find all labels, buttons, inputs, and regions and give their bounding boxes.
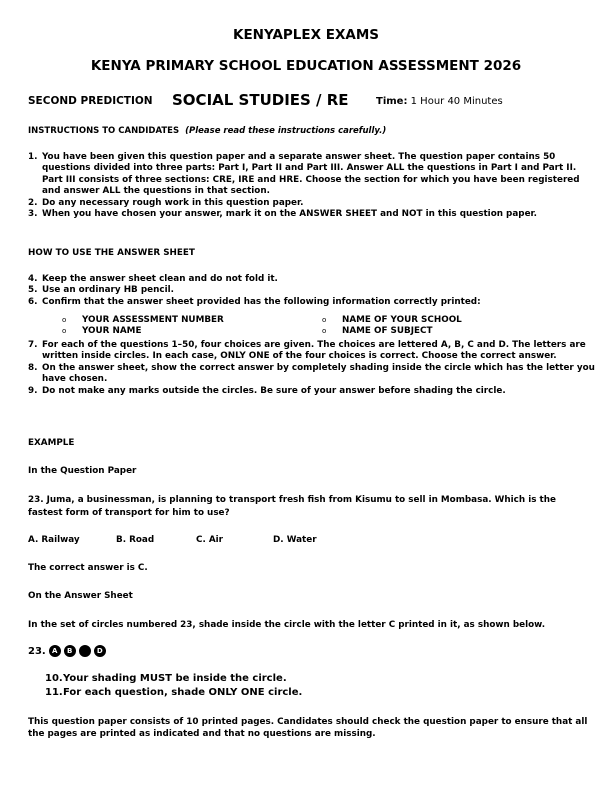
item-number: 9.	[28, 385, 38, 396]
instructions-list	[28, 152, 596, 220]
choice-d: D. Water	[273, 535, 317, 545]
info-text: NAME OF SUBJECT	[342, 326, 433, 337]
answer-sheet-list-a	[28, 274, 596, 308]
item-text: Confirm that the answer sheet provided has the following information correctly printed:	[42, 296, 481, 307]
item-text: You have been given this question paper and a separate answer sheet. The question paper contains 50 questions divided into three parts: Part I, Part II and Part III. Answer ALL the questions in Part I and Part II. Part III consists of three sections: CRE, IRE and HRE. Choose the section for which you have been registered and answer ALL the questions in that section.	[42, 152, 580, 197]
list-item	[28, 209, 596, 220]
bullet-icon: o	[322, 327, 327, 336]
circle-number: 23.	[28, 645, 46, 657]
instructions-heading	[28, 126, 386, 136]
item-number: 10.	[45, 673, 63, 684]
circle-c-shaded: C	[79, 645, 91, 657]
answer-sheet-heading: HOW TO USE THE ANSWER SHEET	[28, 248, 195, 258]
shading-rules-list	[45, 672, 585, 699]
item-number: 7.	[28, 340, 38, 350]
example-question: 23. Juma, a businessman, is planning to transport fresh fish from Kisumu to sell in Mombasa. Which is the fastest form of transport for him to use?	[28, 495, 556, 518]
info-item	[322, 326, 582, 337]
example-heading: EXAMPLE	[28, 438, 75, 448]
list-item	[28, 386, 596, 397]
item-number: 3.	[28, 209, 38, 220]
choice-a: A. Railway	[28, 535, 80, 545]
item-number: 2.	[28, 197, 38, 208]
item-text: Use an ordinary HB pencil.	[42, 285, 174, 296]
item-number: 8.	[28, 362, 38, 373]
item-text: Do not make any marks outside the circles. Be sure of your answer before shading the circle.	[42, 385, 506, 396]
circle-d: D	[94, 645, 106, 657]
item-text: Keep the answer sheet clean and do not fold it.	[42, 274, 278, 284]
item-number: 5.	[28, 285, 38, 296]
bullet-icon: o	[62, 327, 67, 336]
item-text: Do any necessary rough work in this question paper.	[42, 197, 304, 208]
list-item	[28, 297, 596, 308]
time-label: Time:	[376, 96, 408, 107]
assessment-title: KENYA PRIMARY SCHOOL EDUCATION ASSESSMENT 2026	[90, 58, 522, 74]
list-item	[28, 274, 596, 285]
item-text: For each question, shade ONLY ONE circle.	[63, 686, 303, 698]
exam-body-title: KENYAPLEX EXAMS	[233, 27, 379, 43]
subject-title: SOCIAL STUDIES / RE	[172, 91, 349, 109]
list-item	[45, 672, 585, 686]
prediction-label: SECOND PREDICTION	[28, 95, 153, 107]
circle-b: B	[64, 645, 76, 657]
list-item	[28, 198, 596, 209]
info-list	[62, 315, 582, 338]
list-item	[45, 686, 585, 700]
answer-circles-example	[28, 645, 106, 657]
item-text: When you have chosen your answer, mark it on the ANSWER SHEET and NOT in this question paper.	[42, 209, 537, 220]
answer-sheet-list-b	[28, 340, 596, 397]
info-text: NAME OF YOUR SCHOOL	[342, 315, 462, 325]
info-item	[62, 315, 322, 326]
item-number: 1.	[28, 152, 38, 162]
shade-instruction: In the set of circles numbered 23, shade inside the circle with the letter C printed in it, as shown below.	[28, 620, 546, 630]
item-number: 11.	[45, 686, 63, 698]
bullet-icon: o	[62, 316, 67, 324]
page-count-note: This question paper consists of 10 printed pages. Candidates should check the question paper to ensure that all the pages are printed as indicated and that no questions are missing.	[28, 717, 588, 739]
list-item	[28, 363, 596, 386]
instructions-heading-text: INSTRUCTIONS TO CANDIDATES	[28, 126, 180, 136]
list-item	[28, 152, 596, 198]
item-number: 4.	[28, 274, 38, 284]
correct-answer-text: The correct answer is C.	[28, 563, 148, 573]
list-item	[28, 285, 596, 296]
info-item	[322, 315, 582, 326]
choices-row	[28, 535, 588, 549]
choice-c: C. Air	[196, 535, 224, 545]
question-paper-heading: In the Question Paper	[28, 466, 137, 476]
bullet-icon: o	[322, 316, 327, 324]
time-allowed	[376, 96, 503, 107]
info-item	[62, 326, 322, 337]
circle-a: A	[49, 645, 61, 657]
info-text: YOUR NAME	[82, 326, 142, 337]
time-value: 1 Hour 40 Minutes	[410, 96, 503, 107]
item-text: Your shading MUST be inside the circle.	[63, 673, 287, 684]
list-item	[28, 340, 596, 363]
instructions-note: (Please read these instructions carefully.)	[185, 126, 387, 136]
item-text: On the answer sheet, show the correct answer by completely shading inside the circle which has the letter you have chosen.	[42, 362, 595, 385]
info-text: YOUR ASSESSMENT NUMBER	[82, 315, 224, 325]
answer-sheet-example-heading: On the Answer Sheet	[28, 591, 133, 601]
choice-b: B. Road	[116, 535, 155, 545]
item-number: 6.	[28, 296, 38, 307]
item-text: For each of the questions 1–50, four choices are given. The choices are lettered A, B, C and D. The letters are written inside circles. In each case, ONLY ONE of the four choices is correct. Choose the correct answer.	[42, 340, 586, 362]
